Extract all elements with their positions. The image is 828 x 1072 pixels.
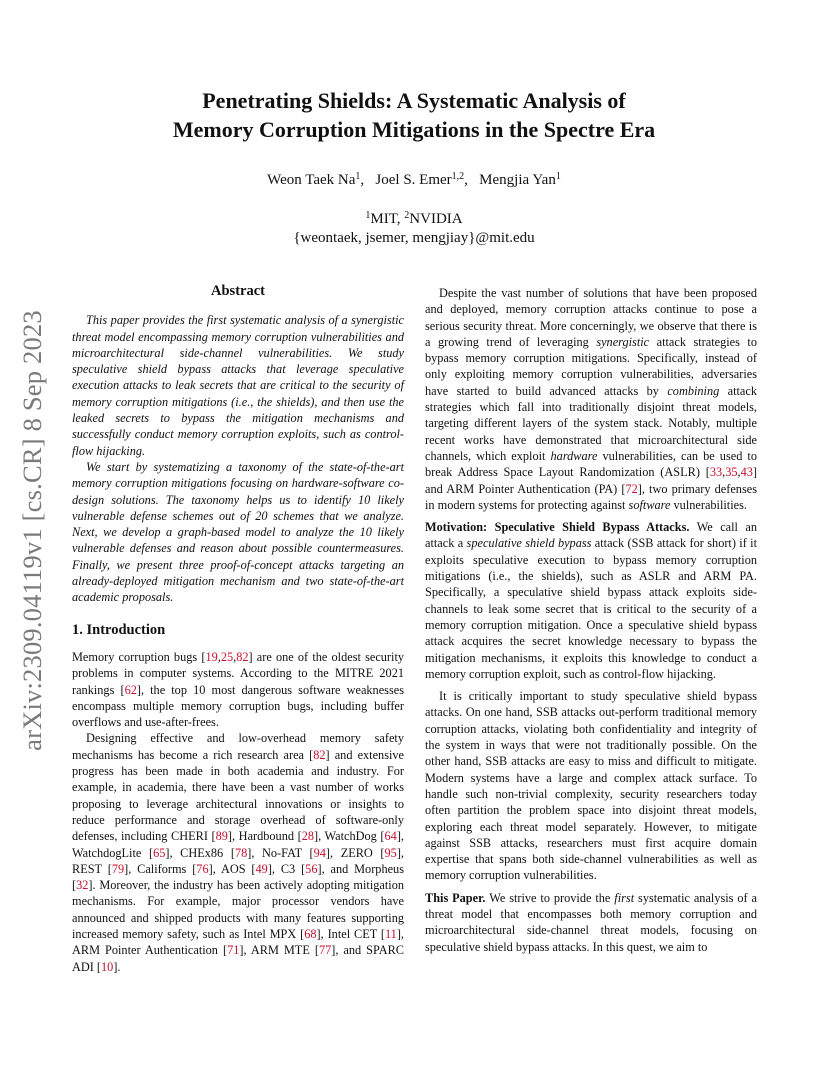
author-affil-mark: 1 [555, 171, 561, 182]
paragraph-runin-heading: This Paper. [425, 890, 486, 905]
right-column [425, 285, 757, 955]
abstract-paragraph: This paper provides the first systematic analysis of a synergistic threat model encompassing memory corruption vulnerabilities and microarchitectural side-channel vulnerabilities. We study speculative shield bypass attacks that leverage speculative execution attacks to leak secrets that are critical to the security of memory corruption mitigations (i.e., the shields), and then use the leaked secrets to bypass the mitigation mechanisms and successfully conduct memory corruption exploits, such as control-flow hijacking. [72, 313, 404, 458]
citation-link[interactable]: 49 [255, 861, 268, 876]
citation-link[interactable]: 82 [313, 747, 326, 762]
body-paragraph: Despite the vast number of solutions that have been proposed and deployed, memory corruption attacks continue to pose a serious security threat. More concerningly, we observe that there is a growing trend of leveraging synergistic attack strategies to bypass memory corruption mitigations. Specifically, instead of only exploiting memory corruption vulnerabilities, adversaries have started to build advanced attacks by combining attack strategies which fall into traditionally disjoint threat models, targeting different layers of the system stack. Notably, multiple recent works have demonstrated that microarchitectural side channels, which exploit hardware vulnerabilities, can be used to break Address Space Layout Randomization (ASLR) [33,35,43] and ARM Pointer Authentication (PA) [72], two primary defenses in modern systems for protecting against software vulnerabilities. [425, 286, 757, 512]
citation-link[interactable]: 43 [740, 465, 753, 480]
abstract-body [72, 312, 404, 605]
citation-link[interactable]: 56 [305, 861, 318, 876]
citation-link[interactable]: 72 [625, 481, 638, 496]
citation-link[interactable]: 32 [76, 878, 89, 893]
citation-link[interactable]: 95 [384, 845, 397, 860]
affiliations [100, 209, 728, 229]
author-list: Weon Taek Na$^1$, Joel S. Emer$^{1,2}$, Mengjia Yan$^1$ [267, 171, 561, 188]
citation-link[interactable]: 78 [234, 845, 248, 860]
author-name: Mengjia Yan [479, 172, 556, 188]
paragraph-runin-heading: Motivation: Speculative Shield Bypass Attacks. [425, 520, 690, 535]
author-affil-mark: 1 [355, 171, 361, 182]
citation-link[interactable]: 68 [304, 926, 317, 941]
citation-link[interactable]: 71 [227, 943, 240, 958]
title-line-1: Penetrating Shields: A Systematic Analysis of [202, 88, 626, 113]
arxiv-identifier: arXiv:2309.04119v1 [cs.CR] 8 Sep 2023 [16, 309, 47, 751]
author-name: Joel S. Emer [375, 172, 452, 188]
abstract-heading: Abstract [211, 283, 265, 299]
citation-link[interactable]: 28 [301, 829, 314, 844]
intro-paragraph: Memory corruption bugs [19,25,82] are one of the oldest security problems in computer systems. According to the MITRE 2021 rankings [62], the top 10 most dangerous software weaknesses encompass multiple memory corruption bugs, including buffer overflows and use-after-frees. [72, 649, 405, 730]
citation-link[interactable]: 76 [196, 861, 209, 876]
citation-link[interactable]: 77 [318, 943, 332, 958]
body-paragraph: This Paper. We strive to provide the first systematic analysis of a threat model that encompasses both memory corruption and microarchitectural side-channel threat models, focusing on speculative shield bypass attacks. In this quest, we aim to [425, 890, 757, 954]
citation-link[interactable]: 62 [124, 682, 137, 697]
citation-link[interactable]: 10 [101, 959, 114, 974]
citation-link[interactable]: 35 [725, 465, 738, 480]
section-heading-introduction: 1. Introduction [72, 621, 166, 638]
citation-link[interactable]: 94 [313, 845, 326, 860]
citation-link[interactable]: 11 [384, 926, 397, 941]
intro-paragraph: Designing effective and low-overhead memory safety mechanisms has become a rich research area [82] and extensive progress has been made in both academia and industry. For example, in academia, there have been a vast number of works proposing to leverage architectural innovations or insights to reduce performance and storage overhead of software-only defenses, including CHERI [89], Hardbound [28], WatchDog [64], WatchdogLite [65], CHEx86 [78], No-FAT [94], ZERO [95], REST [79], Califorms [76], AOS [49], C3 [56], and Morpheus [32]. Moreover, the industry has been actively adopting mitigation mechanisms. For example, major processor vendors have announced and shipped products with many features supporting increased memory safety, such as Intel MPX [68], Intel CET [11], ARM Pointer Authentication [71], ARM MTE [77], and SPARC ADI [10]. [72, 731, 405, 974]
citation-link[interactable]: 89 [215, 829, 228, 844]
author-affil-mark: 1,2 [451, 171, 465, 182]
citation-link[interactable]: 65 [153, 845, 166, 860]
affil-name: NVIDIA [409, 211, 463, 227]
left-column [72, 283, 404, 975]
title-line-2: Memory Corruption Mitigations in the Spectre Era [172, 117, 656, 142]
citation-link[interactable]: 25 [220, 649, 234, 664]
citation-link[interactable]: 33 [709, 465, 723, 480]
citation-link[interactable]: 64 [384, 829, 397, 844]
body-paragraph: Motivation: Speculative Shield Bypass Attacks. We call an attack a speculative shield bypass attack (SSB attack for short) if it exploits speculative execution to bypass memory corruption mitigations (i.e., the shields), such as ASLR and ARM PA. Specifically, a speculative shield bypass attack exploits side-channels to leak some secret that is critical to the security of a memory corruption mitigation. Once a speculative shield bypass attack acquires the secret knowledge necessary to bypass the mitigation mechanisms, it exploits this knowledge to conduct a memory corruption exploit, such as control-flow hijacking. [425, 520, 758, 681]
affil-mark: 1 [365, 210, 371, 221]
citation-link[interactable]: 79 [111, 861, 125, 876]
arxiv-sidebar [2, 290, 62, 770]
body-paragraph: It is critically important to study speculative shield bypass attacks. On one hand, SSB attacks out-perform traditional memory corruption attacks, violating both confidentiality and integrity of the system in ways that were not traditionally possible. On the other hand, SSB attacks are easy to miss and difficult to mitigate. Modern systems have a large and complex attack surface. To handle such non-trivial complexity, security researchers today often partition the problem space into disjoint threat models, exploring each threat model separately. However, to mitigate against SSB attacks, researchers must first acquire domain expertise that spans both side-channel vulnerabilities as well as memory corruption vulnerabilities. [425, 689, 757, 883]
citation-link[interactable]: 82 [236, 649, 249, 664]
abstract-paragraph: We start by systematizing a taxonomy of the state-of-the-art memory corruption mitigations focusing on hardware-software co-design solutions. The taxonomy helps us to identify 10 likely vulnerable defense schemes out of 20 schemes that we analyze. Next, we develop a graph-based model to analyze the 10 likely vulnerable defenses and reason about possible countermeasures. Finally, we present three proof-of-concept attacks targeting an already-deployed mitigation mechanism and two state-of-the-art academic proposals. [72, 459, 404, 605]
author-emails: {weontaek, jsemer, mengjiay}@mit.edu [293, 230, 535, 246]
affil-name: MIT, [370, 211, 405, 227]
paper-title [100, 86, 728, 144]
affil-mark: 2 [404, 210, 410, 221]
author-name: Weon Taek Na [267, 172, 356, 188]
citation-link[interactable]: 19 [205, 649, 218, 664]
